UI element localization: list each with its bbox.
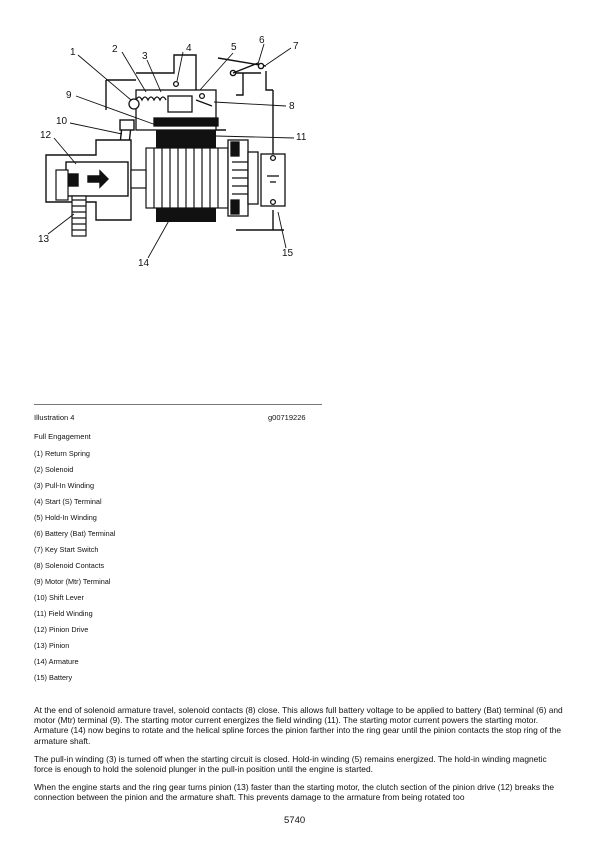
armature — [131, 148, 228, 208]
callout-12: 12 — [40, 130, 52, 141]
legend-item: (14) Armature — [34, 657, 79, 666]
callout-9: 9 — [66, 90, 72, 101]
callout-7: 7 — [293, 41, 299, 52]
commutator-end — [228, 140, 258, 216]
starting-motor-diagram — [36, 30, 326, 270]
body-text — [34, 705, 566, 811]
legend-item: (8) Solenoid Contacts — [34, 561, 105, 570]
legend-item: (5) Hold-In Winding — [34, 513, 97, 522]
illustration-id: g00719226 — [268, 413, 306, 422]
callout-1: 1 — [70, 47, 76, 58]
illustration-subtitle: Full Engagement — [34, 432, 91, 441]
callout-8: 8 — [289, 101, 295, 112]
legend-item: (15) Battery — [34, 673, 73, 682]
legend-item: (7) Key Start Switch — [34, 545, 99, 554]
callout-4: 4 — [186, 43, 192, 54]
callout-5: 5 — [231, 42, 237, 53]
legend-item: (6) Battery (Bat) Terminal — [34, 529, 116, 538]
legend-list — [34, 449, 115, 689]
legend-item: (9) Motor (Mtr) Terminal — [34, 577, 111, 586]
callout-11: 11 — [296, 132, 307, 143]
paragraph: At the end of solenoid armature travel, solenoid contacts (8) close. This allows full battery voltage to be applied to battery (Bat) terminal (6) and motor (Mtr) terminal (9). The starting motor current energizes the field winding (11). The starting motor current powers the starting motor. Armature (14) now begins to rotate and the helical spline forces the pinion farther into the ring gear until the pinion contacts the stop ring of the armature shaft. — [34, 705, 563, 746]
legend-item: (4) Start (S) Terminal — [34, 497, 102, 506]
legend-item: (3) Pull-In Winding — [34, 481, 95, 490]
illustration-title: Illustration 4 — [34, 413, 75, 422]
paragraph: The pull-in winding (3) is turned off when the starting circuit is closed. Hold-in winding (5) remains energized. The hold-in winding magnetic force is enough to hold the solenoid plunger in the pull-in position until the engine is started. — [34, 753, 547, 775]
callout-3: 3 — [142, 51, 148, 62]
legend-item: (1) Return Spring — [34, 449, 90, 458]
legend-item: (12) Pinion Drive — [34, 625, 89, 634]
key-start-switch — [230, 63, 263, 76]
battery — [261, 154, 285, 206]
legend-item: (13) Pinion — [34, 641, 70, 650]
legend-item: (10) Shift Lever — [34, 593, 84, 602]
legend-item: (2) Solenoid — [34, 465, 74, 474]
callout-6: 6 — [259, 35, 265, 46]
callout-10: 10 — [56, 116, 68, 127]
page-number: 5740 — [284, 815, 306, 826]
callout-13: 13 — [38, 234, 50, 245]
callout-15: 15 — [282, 248, 294, 259]
callout-14: 14 — [138, 258, 150, 269]
solenoid — [129, 82, 218, 130]
caption-rule — [34, 404, 322, 405]
callout-2: 2 — [112, 44, 118, 55]
legend-item: (11) Field Winding — [34, 609, 93, 618]
paragraph: When the engine starts and the ring gear turns pinion (13) faster than the starting motor, the clutch section of the pinion drive (12) breaks the connection between the pinion and the armature shaft. This prevents damage to the armature from being rotated too — [34, 782, 555, 803]
